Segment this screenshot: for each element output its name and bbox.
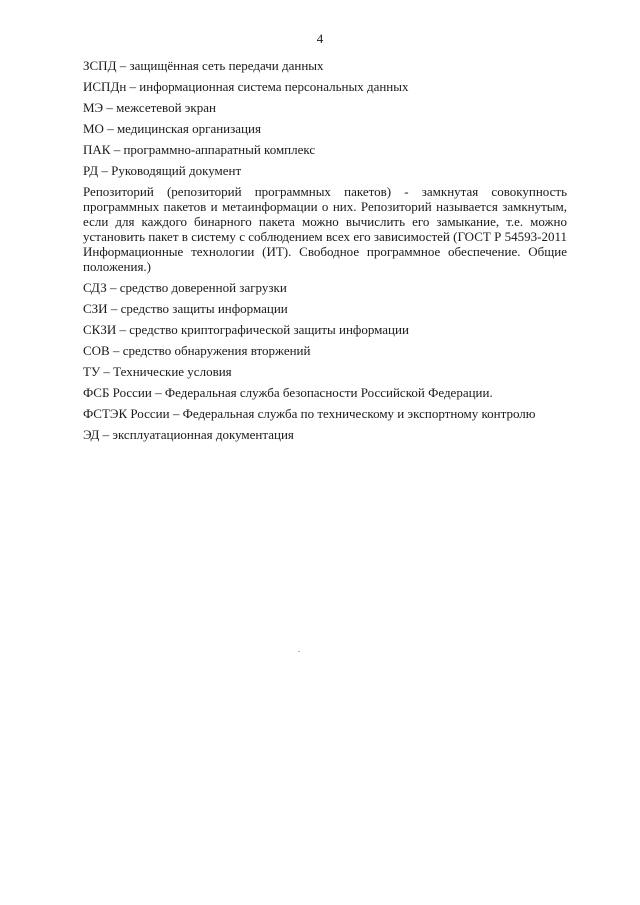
entry-definition: программно-аппаратный комплекс	[123, 142, 316, 157]
entry-rd	[83, 163, 567, 178]
entry-separator: –	[116, 58, 130, 73]
entry-definition: межсетевой экран	[116, 100, 216, 115]
entry-separator: –	[100, 364, 114, 379]
entry-definition: Технические условия	[113, 364, 232, 379]
entry-term: ЗСПД	[83, 58, 117, 73]
entry-sdz	[83, 280, 567, 295]
entry-separator: –	[103, 121, 117, 136]
entry-fstek	[83, 406, 567, 421]
entry-term: СДЗ	[83, 280, 107, 295]
entry-separator: –	[126, 79, 140, 94]
entry-definition: средство криптографической защиты информации	[129, 322, 409, 337]
entry-me	[83, 100, 567, 115]
entry-definition: информационная система персональных данных	[139, 79, 409, 94]
entry-pak	[83, 142, 567, 157]
entry-term: ЭД	[83, 427, 100, 442]
entry-separator: –	[106, 280, 120, 295]
entry-term: МО	[83, 121, 104, 136]
entry-term: ТУ	[83, 364, 101, 379]
repository-definition: Репозиторий (репозиторий программных пакетов) - замкнутая совокупность программных пакетов и метаинформации о них. Репозиторий называется замкнутым, если для каждого бинарного пакета можно вычислить его замыкание, т.е. можно установить пакет в систему с соблюдением всех его зависимостей (ГОСТ Р 54593-2011 Информационные технологии (ИТ). Свободное программное обеспечение. Общие положения.)	[83, 184, 567, 274]
entry-szi	[83, 301, 567, 316]
entry-definition: Руководящий документ	[111, 163, 242, 178]
entry-term: ФСБ России	[83, 385, 152, 400]
entry-separator: –	[151, 385, 165, 400]
entry-term: СЗИ	[83, 301, 108, 316]
entry-term: ФСТЭК России	[83, 406, 170, 421]
entry-sov	[83, 343, 567, 358]
entry-separator: –	[116, 322, 130, 337]
entry-separator: –	[103, 100, 117, 115]
entry-term: СКЗИ	[83, 322, 117, 337]
entry-mo	[83, 121, 567, 136]
entry-definition: средство обнаружения вторжений	[122, 343, 311, 358]
entry-fsb	[83, 385, 567, 400]
entry-separator: –	[98, 163, 112, 178]
entry-zspd	[83, 58, 567, 73]
scan-speck	[298, 651, 300, 652]
entry-term: ИСПДн	[83, 79, 127, 94]
entry-skzi	[83, 322, 567, 337]
page-number: 4	[316, 31, 324, 46]
abbreviations-list	[83, 58, 567, 448]
entry-definition: Федеральная служба безопасности Российской Федерации.	[164, 385, 493, 400]
entry-separator: –	[99, 427, 113, 442]
entry-ed	[83, 427, 567, 442]
entry-definition: средство доверенной загрузки	[119, 280, 287, 295]
entry-separator: –	[169, 406, 183, 421]
entry-term: СОВ	[83, 343, 110, 358]
entry-definition: Федеральная служба по техническому и экспортному контролю	[182, 406, 536, 421]
entry-separator: –	[107, 301, 121, 316]
entry-definition: средство защиты информации	[120, 301, 288, 316]
entry-term: РД	[83, 163, 99, 178]
entry-definition: эксплуатационная документация	[112, 427, 294, 442]
entry-term: ПАК	[83, 142, 111, 157]
entry-ispdn	[83, 79, 567, 94]
entry-separator: –	[110, 142, 124, 157]
entry-term: МЭ	[83, 100, 104, 115]
entry-definition: медицинская организация	[116, 121, 261, 136]
entry-tu	[83, 364, 567, 379]
entry-definition: защищённая сеть передачи данных	[129, 58, 324, 73]
entry-separator: –	[109, 343, 123, 358]
